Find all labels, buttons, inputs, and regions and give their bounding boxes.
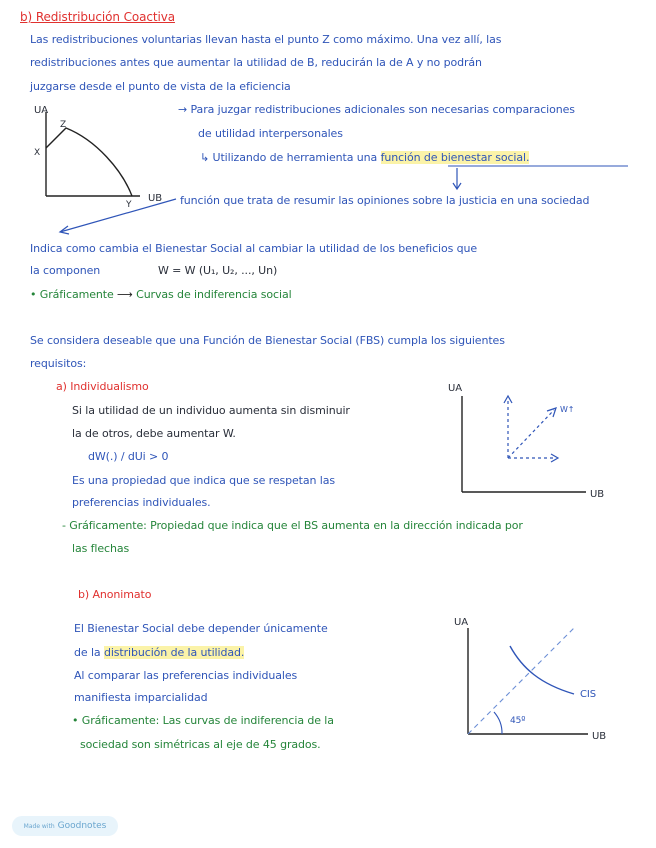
- angle-label: 45º: [510, 716, 526, 726]
- paragraph-line: requisitos:: [30, 357, 87, 370]
- highlight-fbs: función de bienestar social.: [380, 151, 530, 164]
- subsection-title: a) Individualismo: [56, 380, 149, 393]
- indifference-curve: [510, 646, 574, 694]
- note-line: función que trata de resumir las opiniones sobre la justicia en una sociedad: [180, 194, 590, 207]
- arrow-icon: ⟶: [117, 288, 133, 301]
- axis-label-ua: UA: [34, 105, 48, 116]
- formula-w: W = W (U₁, U₂, ..., Un): [158, 264, 278, 277]
- paragraph-line: Indica como cambia el Bienestar Social al cambiar la utilidad de los beneficios que: [30, 242, 478, 255]
- paragraph-line: redistribuciones antes que aumentar la utilidad de B, reducirán la de A y no podrán: [30, 56, 482, 69]
- graph-note-text: Curvas de indiferencia social: [136, 288, 292, 301]
- point-y: Y: [126, 200, 132, 210]
- graph-note: sociedad son simétricas al eje de 45 grados.: [80, 738, 321, 751]
- badge-small-text: Made with: [23, 823, 55, 830]
- arrow-label-w: W↑: [560, 405, 575, 414]
- subsection-title: b) Anonimato: [78, 588, 152, 601]
- note-line: de utilidad interpersonales: [198, 127, 343, 140]
- graph-note-label: • Gráficamente: [30, 288, 114, 301]
- paragraph-line: manifiesta imparcialidad: [74, 691, 208, 704]
- axis-label-ua: UA: [448, 383, 462, 394]
- note-line: → Para juzgar redistribuciones adicionales son necesarias comparaciones: [178, 103, 575, 116]
- paragraph-line: Es una propiedad que indica que se respetan las: [72, 474, 336, 487]
- paragraph-line: Se considera deseable que una Función de Bienestar Social (FBS) cumpla los siguientes: [30, 334, 505, 347]
- paragraph-line: Si la utilidad de un individuo aumenta sin disminuir: [72, 404, 350, 417]
- paragraph-line: Al comparar las preferencias individuales: [74, 669, 298, 682]
- axis-label-ub: UB: [590, 489, 604, 500]
- paragraph-line: la componen: [30, 264, 101, 277]
- line-prefix: de la: [74, 646, 101, 659]
- point-x: X: [34, 148, 41, 158]
- axis-label-ub: UB: [148, 193, 162, 204]
- note-prefix: ↳ Utilizando de herramienta una: [200, 151, 378, 164]
- paragraph-line: El Bienestar Social debe depender únicamente: [74, 622, 328, 635]
- point-z: Z: [60, 120, 67, 130]
- curve-label-cis: CIS: [580, 689, 596, 700]
- graph-note: las flechas: [72, 542, 130, 555]
- section-title: b) Redistribución Coactiva: [20, 10, 175, 24]
- formula-derivative: dW(.) / dUi > 0: [88, 450, 169, 463]
- highlight-distribution: distribución de la utilidad.: [103, 646, 245, 659]
- paragraph-line: la de otros, debe aumentar W.: [72, 427, 236, 440]
- paragraph-line: juzgarse desde el punto de vista de la eficiencia: [30, 80, 291, 93]
- graph-note: - Gráficamente: Propiedad que indica que el BS aumenta en la dirección indicada por: [62, 519, 523, 532]
- badge-brand: Goodnotes: [57, 821, 107, 831]
- paragraph-line: preferencias individuales.: [72, 496, 211, 509]
- graph-note: • Gráficamente: Las curvas de indiferencia de la: [72, 714, 334, 727]
- axis-label-ub: UB: [592, 731, 606, 742]
- angle-arc: [494, 712, 502, 734]
- axis-label-ua: UA: [454, 617, 468, 628]
- goodnotes-badge: [12, 816, 118, 836]
- paragraph-line: Las redistribuciones voluntarias llevan hasta el punto Z como máximo. Una vez allí, las: [30, 33, 502, 46]
